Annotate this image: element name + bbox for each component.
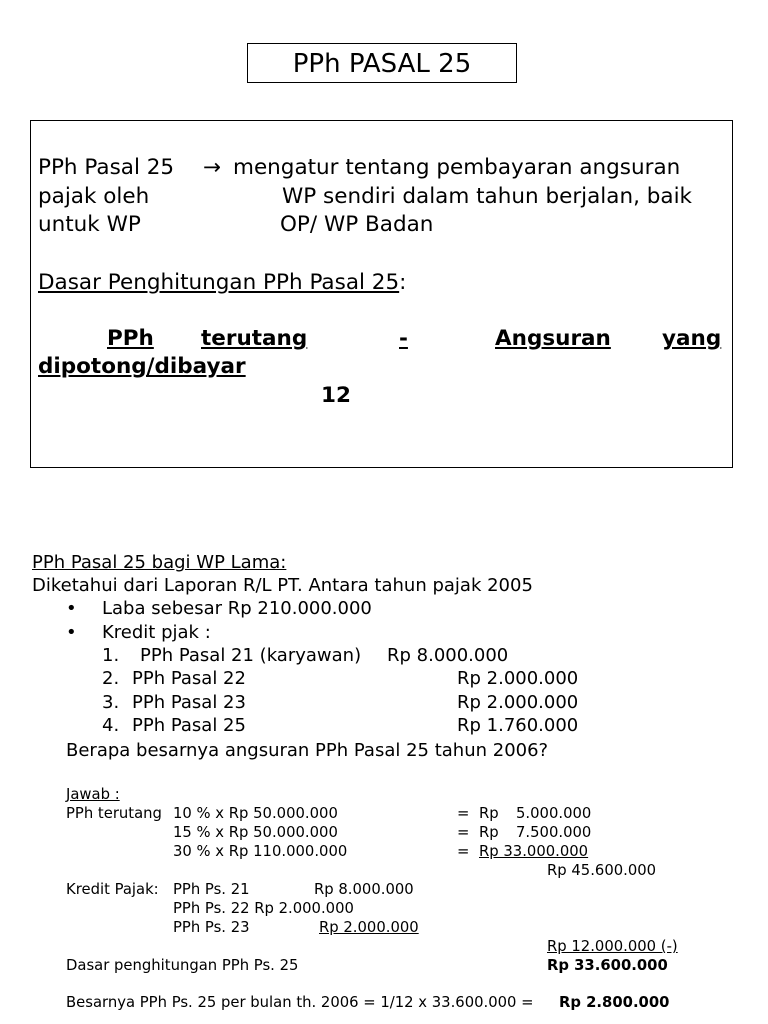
bullet1-text: Laba sebesar Rp 210.000.000: [102, 598, 372, 619]
credit-num: 1.: [102, 645, 120, 666]
credit-amount: Rp 1.760.000: [457, 715, 579, 736]
credit-row-amount: Rp 8.000.000: [314, 881, 414, 898]
tax-label: PPh terutang: [66, 805, 162, 822]
bullet-icon: •: [66, 598, 77, 619]
formula-word-pph: PPh: [107, 326, 154, 351]
formula-word-terutang: terutang: [201, 326, 308, 351]
credit-num: 4.: [102, 715, 120, 736]
definition-line2-left: pajak oleh: [38, 184, 150, 209]
credit-row-label: PPh Ps. 22 Rp 2.000.000: [173, 900, 354, 917]
basis-amount: Rp 33.600.000: [547, 957, 668, 974]
credit-label: PPh Pasal 23: [132, 692, 246, 713]
tax-amount: 7.500.000: [516, 824, 592, 841]
example-intro: Diketahui dari Laporan R/L PT. Antara tahun pajak 2005: [32, 575, 533, 596]
formula-word-angsuran: Angsuran: [495, 326, 611, 351]
formula-word-minus: -: [399, 326, 408, 351]
tax-eq: =: [457, 805, 470, 822]
page-title: PPh PASAL 25: [247, 43, 517, 83]
credit-pajak-label: Kredit Pajak:: [66, 881, 159, 898]
bullet2-text: Kredit pjak :: [102, 622, 211, 643]
credit-label: PPh Pasal 22: [132, 668, 246, 689]
tax-calc: 15 % x Rp 50.000.000: [173, 824, 338, 841]
answer-heading: Jawab :: [66, 786, 120, 803]
monthly-amount: Rp 2.800.000: [559, 994, 670, 1011]
tax-eq: =: [457, 843, 470, 860]
credit-row-label: PPh Ps. 21: [173, 881, 250, 898]
basis-heading-text: Dasar Penghitungan PPh Pasal 25: [38, 270, 400, 295]
basis-heading: [38, 270, 406, 295]
tax-calc: 30 % x Rp 110.000.000: [173, 843, 348, 860]
credit-amount: Rp 2.000.000: [457, 692, 579, 713]
credit-amount: Rp 2.000.000: [457, 668, 579, 689]
tax-eq: =: [457, 824, 470, 841]
basis-heading-colon: :: [399, 270, 407, 295]
definition-line1-left: PPh Pasal 25: [38, 155, 175, 180]
credit-amount: Rp 8.000.000: [387, 645, 509, 666]
definition-line1-right: mengatur tentang pembayaran angsuran: [233, 155, 681, 180]
tax-total: Rp 45.600.000: [547, 862, 657, 879]
tax-calc: 10 % x Rp 50.000.000: [173, 805, 338, 822]
tax-rp: Rp: [479, 824, 499, 841]
formula-denominator: 12: [321, 383, 351, 408]
example-question: Berapa besarnya angsuran PPh Pasal 25 tahun 2006?: [66, 740, 549, 761]
formula-word-dipotong: dipotong/dibayar: [38, 354, 246, 379]
credit-row-amount: Rp 2.000.000: [319, 919, 419, 936]
definition-line2-right: WP sendiri dalam tahun berjalan, baik: [282, 184, 693, 209]
credit-row-label: PPh Ps. 23: [173, 919, 250, 936]
credit-num: 2.: [102, 668, 120, 689]
monthly-label: Besarnya PPh Ps. 25 per bulan th. 2006 = 1/12 x 33.600.000 =: [66, 994, 534, 1011]
bullet-icon: •: [66, 622, 77, 643]
example-heading: PPh Pasal 25 bagi WP Lama:: [32, 552, 287, 573]
arrow-icon: →: [203, 155, 222, 180]
formula-word-yang: yang: [662, 326, 722, 351]
credit-label: PPh Pasal 25: [132, 715, 246, 736]
definition-line3-right: OP/ WP Badan: [280, 212, 434, 237]
basis-label: Dasar penghitungan PPh Ps. 25: [66, 957, 299, 974]
tax-rp: Rp: [479, 805, 499, 822]
definition-line3-left: untuk WP: [38, 212, 141, 237]
tax-amount: 5.000.000: [516, 805, 592, 822]
credit-label: PPh Pasal 21 (karyawan): [140, 645, 362, 666]
credit-total: Rp 12.000.000 (-): [547, 938, 678, 955]
tax-amount: Rp 33.000.000: [479, 843, 589, 860]
credit-num: 3.: [102, 692, 120, 713]
